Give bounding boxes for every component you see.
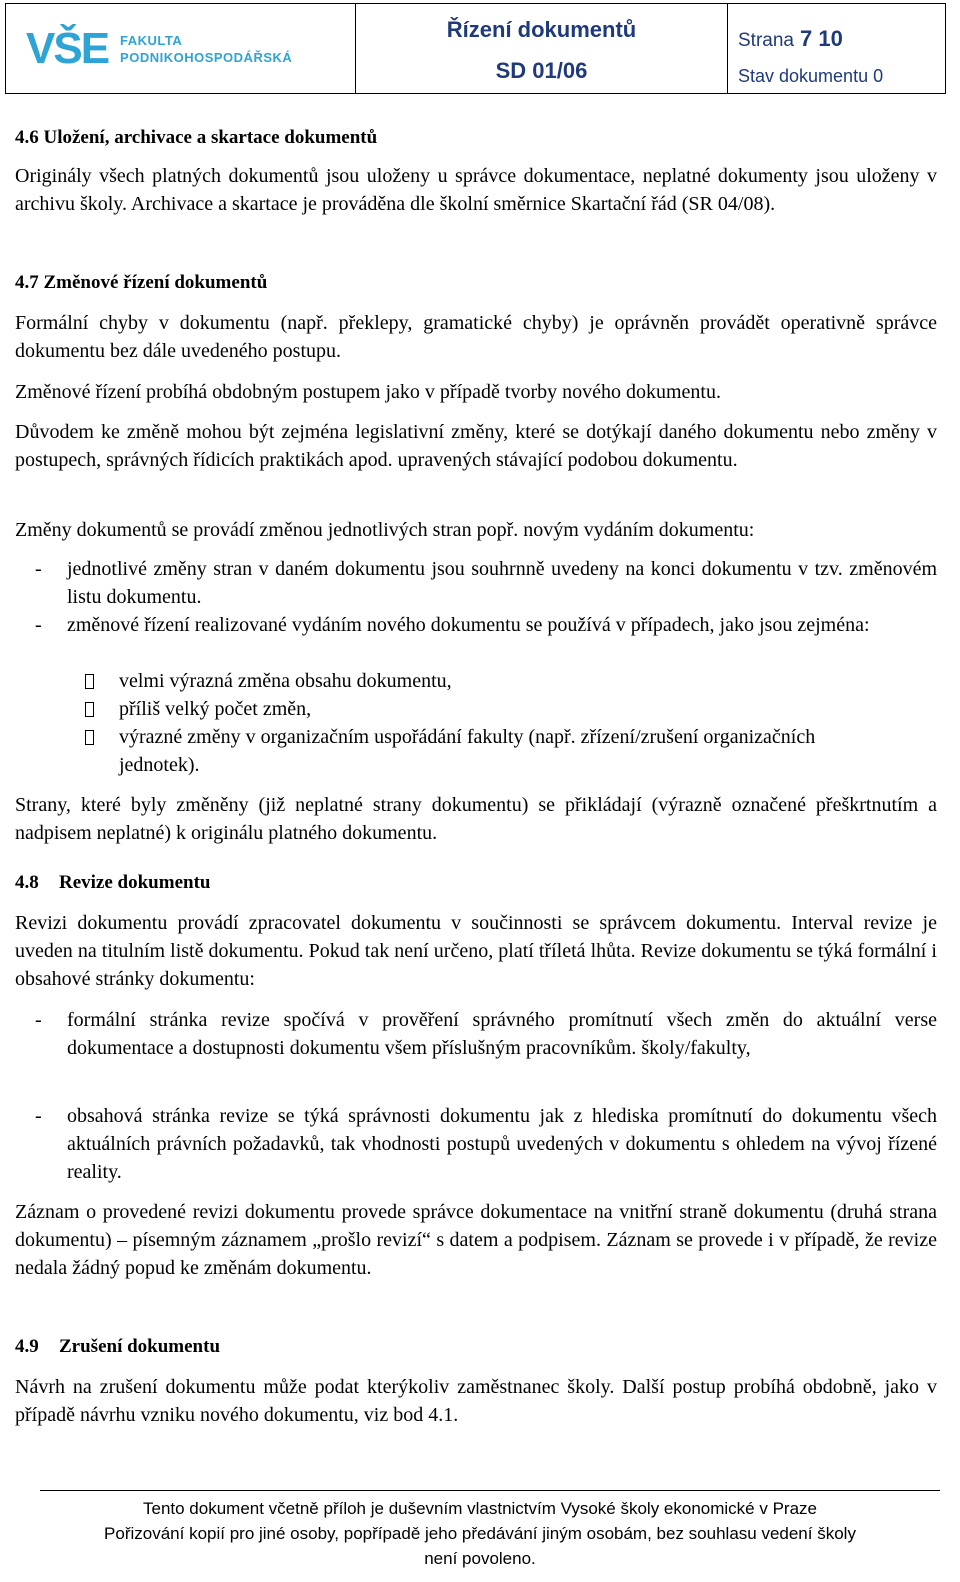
- heading-number: 4.8: [15, 872, 39, 893]
- footer-divider: [40, 1490, 940, 1491]
- footer-line-2: Pořizování kopií pro jiné osoby, popřípadě jeho předávání jiným osobám, bez souhlasu vedení školy: [104, 1524, 856, 1543]
- list-item: [15, 611, 937, 639]
- document-title: Řízení dokumentů: [446, 17, 637, 42]
- sub-list-item-text: příliš velký počet změn,: [119, 698, 312, 720]
- page-value: 7 10: [799, 26, 843, 51]
- list-item: [15, 555, 937, 611]
- dash-bullet: -: [35, 614, 42, 636]
- header-title-block: [356, 4, 728, 93]
- document-footer: [0, 1496, 960, 1571]
- header-page-info: [728, 4, 945, 93]
- sub-list-item-text: velmi výrazná změna obsahu dokumentu,: [119, 670, 452, 692]
- heading-title: Zrušení dokumentu: [59, 1336, 221, 1357]
- heading-4-8: [15, 872, 210, 894]
- faculty-logo: [6, 4, 356, 93]
- document-code: SD 01/06: [495, 58, 588, 83]
- box-bullet-icon: [85, 730, 94, 745]
- sub-list-item: [85, 695, 885, 723]
- list-item-text: obsahová stránka revize se týká správnosti dokumentu jak z hlediska promítnutí do dokumentu všech aktuálních právních požadavků, tak vhodnosti postupů uvedených v dokumentu s ohledem na vývoj řízené reality.: [67, 1105, 937, 1183]
- dash-bullet: -: [35, 558, 42, 580]
- box-bullet-icon: [85, 702, 94, 717]
- faculty-name: [120, 32, 292, 66]
- box-bullet-icon: [85, 674, 94, 689]
- heading-4-6: [15, 127, 377, 149]
- faculty-name-line1: FAKULTA: [120, 32, 183, 48]
- paragraph: Změny dokumentů se provádí změnou jednotlivých stran popř. novým vydáním dokumentu:: [15, 519, 755, 541]
- document-header: [5, 3, 946, 94]
- list-item-text: formální stránka revize spočívá v prověření správného promítnutí všech změn do aktuální verse dokumentace a dostupnosti dokumentu všem příslušným pracovníkům. školy/fakulty,: [67, 1009, 937, 1059]
- paragraph: Formální chyby v dokumentu (např. překlepy, gramatické chyby) je oprávněn provádět operativně správce dokumentu bez dále uvedeného postupu.: [15, 312, 937, 362]
- page-label: Strana: [738, 30, 794, 51]
- page-number: [738, 26, 945, 52]
- paragraph: Revizi dokumentu provádí zpracovatel dokumentu v součinnosti se správcem dokumentu. Interval revize je uveden na titulním listě dokumentu. Pokud tak není určeno, platí tříletá lhůta. Revize dokumentu se týká formální i obsahové stránky dokumentu:: [15, 912, 937, 990]
- heading-title: Revize dokumentu: [59, 872, 211, 893]
- paragraph: Originály všech platných dokumentů jsou uloženy u správce dokumentace, neplatné dokumenty jsou uloženy v archivu školy. Archivace a skartace je prováděna dle školní směrnice Skartační řád (SR 04/08).: [15, 165, 937, 215]
- paragraph: Důvodem ke změně mohou být zejména legislativní změny, které se dotýkají daného dokumentu nebo změny v postupech, správných řídicích praktikách apod. upravených stávající podobou dokumentu.: [15, 421, 937, 471]
- heading-number: 4.9: [15, 1336, 39, 1357]
- vse-logo-letters: VŠE: [26, 23, 109, 73]
- dash-bullet: -: [35, 1105, 42, 1127]
- paragraph: Záznam o provedené revizi dokumentu provede správce dokumentace na vnitřní straně dokumentu (druhá strana dokumentu) – písemným záznamem „prošlo revizí“ s datem a podpisem. Záznam se provede i v případě, že revize nedala žádný popud ke změnám dokumentu.: [15, 1201, 937, 1279]
- sub-list-item: [85, 667, 885, 695]
- paragraph: Změnové řízení probíhá obdobným postupem jako v případě tvorby nového dokumentu.: [15, 381, 721, 403]
- paragraph: Návrh na zrušení dokumentu může podat kterýkoliv zaměstnanec školy. Další postup probíhá obdobně, jako v případě návrhu vzniku nového dokumentu, viz bod 4.1.: [15, 1376, 937, 1426]
- list-item-text: jednotlivé změny stran v daném dokumentu jsou souhrnně uvedeny na konci dokumentu v tzv. změnovém listu dokumentu.: [67, 558, 937, 608]
- footer-line-3: není povoleno.: [424, 1549, 536, 1568]
- dash-bullet: -: [35, 1009, 42, 1031]
- heading-number: 4.6: [15, 127, 39, 148]
- sub-list-item-text: výrazné změny v organizačním uspořádání fakulty (např. zřízení/zrušení organizačních jednotek).: [119, 726, 816, 776]
- heading-number: 4.7: [15, 272, 39, 293]
- faculty-name-line2: PODNIKOHOSPODÁŘSKÁ: [120, 49, 293, 65]
- heading-4-7: [15, 272, 267, 294]
- footer-line-1: Tento dokument včetně příloh je duševním vlastnictvím Vysoké školy ekonomické v Praze: [142, 1499, 817, 1518]
- list-item: [15, 1102, 937, 1186]
- heading-title: Změnové řízení dokumentů: [43, 272, 268, 293]
- document-state: Stav dokumentu 0: [738, 66, 884, 86]
- sub-list-item: [85, 723, 885, 779]
- list-item: [15, 1006, 937, 1062]
- heading-4-9: [15, 1336, 220, 1358]
- heading-title: Uložení, archivace a skartace dokumentů: [43, 127, 378, 148]
- list-item-text: změnové řízení realizované vydáním nového dokumentu se používá v případech, jako jsou zejména:: [67, 614, 870, 636]
- paragraph: Strany, které byly změněny (již neplatné strany dokumentu) se přikládají (výrazně označené přeškrtnutím a nadpisem neplatné) k originálu platného dokumentu.: [15, 794, 937, 844]
